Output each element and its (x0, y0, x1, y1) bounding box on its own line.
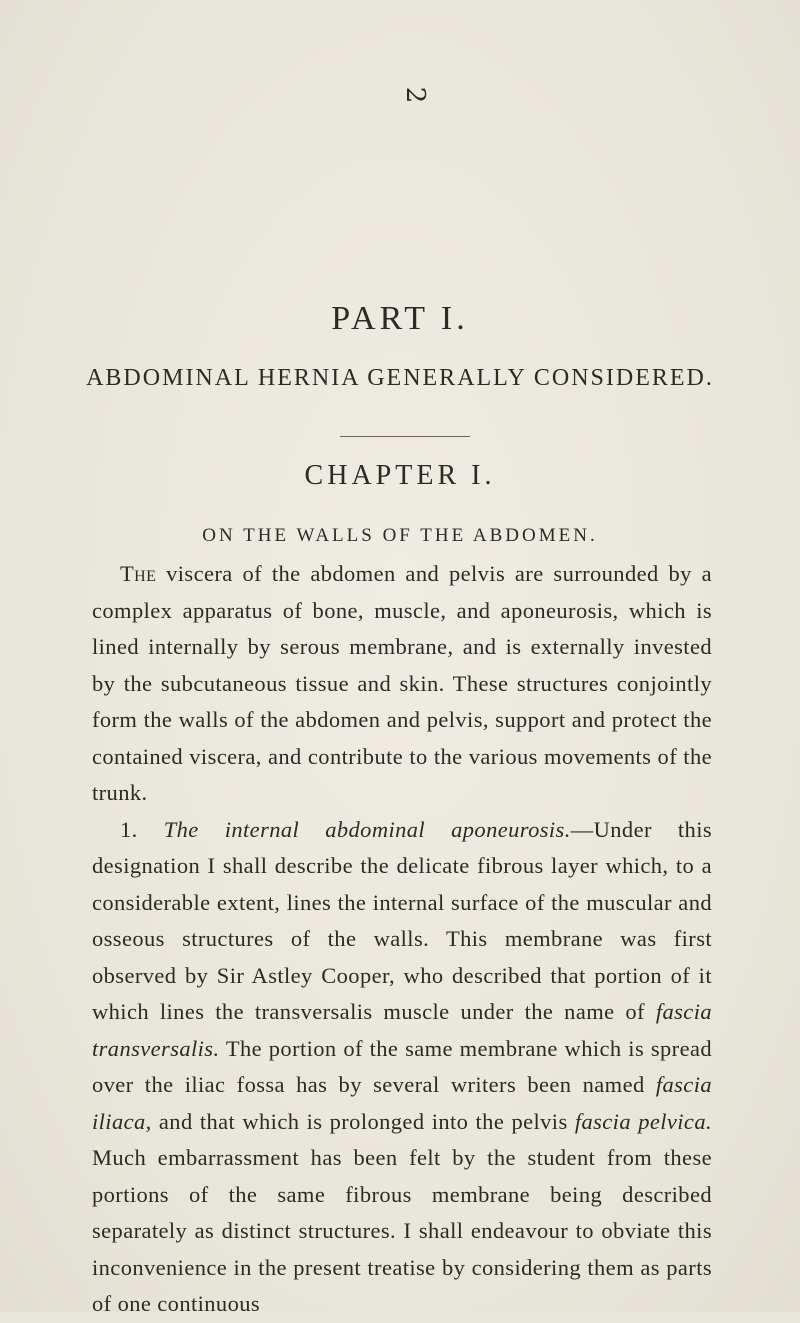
paragraph-text-c: and that which is prolonged into the pelvis (151, 1108, 575, 1134)
chapter-title: CHAPTER I. (304, 460, 496, 491)
chapter-subtitle: ON THE WALLS OF THE ABDOMEN. (202, 525, 598, 546)
section-divider (340, 436, 470, 437)
paragraph-text-b: The portion of the same membrane which is spread over the iliac fossa has by several writers been named (92, 1035, 712, 1097)
paragraph-intro (92, 556, 712, 812)
paragraph-aponeurosis (92, 812, 712, 1323)
section-number: 1. (120, 816, 164, 842)
paragraph-text-d: Much embarrassment has been felt by the student from these portions of the same fibrous membrane being described separately as distinct structures. I shall endeavour to obviate this inconvenience in the present treatise by considering them as parts of one continuous (92, 1145, 712, 1316)
body-text (92, 556, 712, 1323)
term-fascia-transversalis: fascia transversalis. (92, 999, 712, 1061)
paragraph-text-a: —Under this designation I shall describe the delicate fibrous layer which, to a considerable extent, lines the internal surface of the muscular and osseous structures of the walls. This membrane was first observed by Sir Astley Cooper, who described that portion of it which lines the transversalis muscle under the name of (92, 816, 713, 1024)
paragraph-intro-text: viscera of the abdomen and pelvis are surrounded by a complex apparatus of bone, muscle, and aponeurosis, which is lined internally by serous membrane, and is externally invested by the subcutaneous tissue and skin. These structures conjointly form the walls of the abdomen and pelvis, support and protect the contained viscera, and contribute to the various movements of the trunk. (92, 561, 712, 805)
term-fascia-iliaca: fascia iliaca, (92, 1072, 712, 1134)
page-number: 2 (400, 86, 430, 104)
term-fascia-pelvica: fascia pelvica. (574, 1108, 712, 1134)
section-heading: The internal abdominal aponeurosis. (163, 816, 571, 842)
book-title: ABDOMINAL HERNIA GENERALLY CONSIDERED. (86, 365, 714, 391)
part-title: PART I. (331, 300, 469, 337)
paragraph-opening-word: The (120, 561, 157, 586)
